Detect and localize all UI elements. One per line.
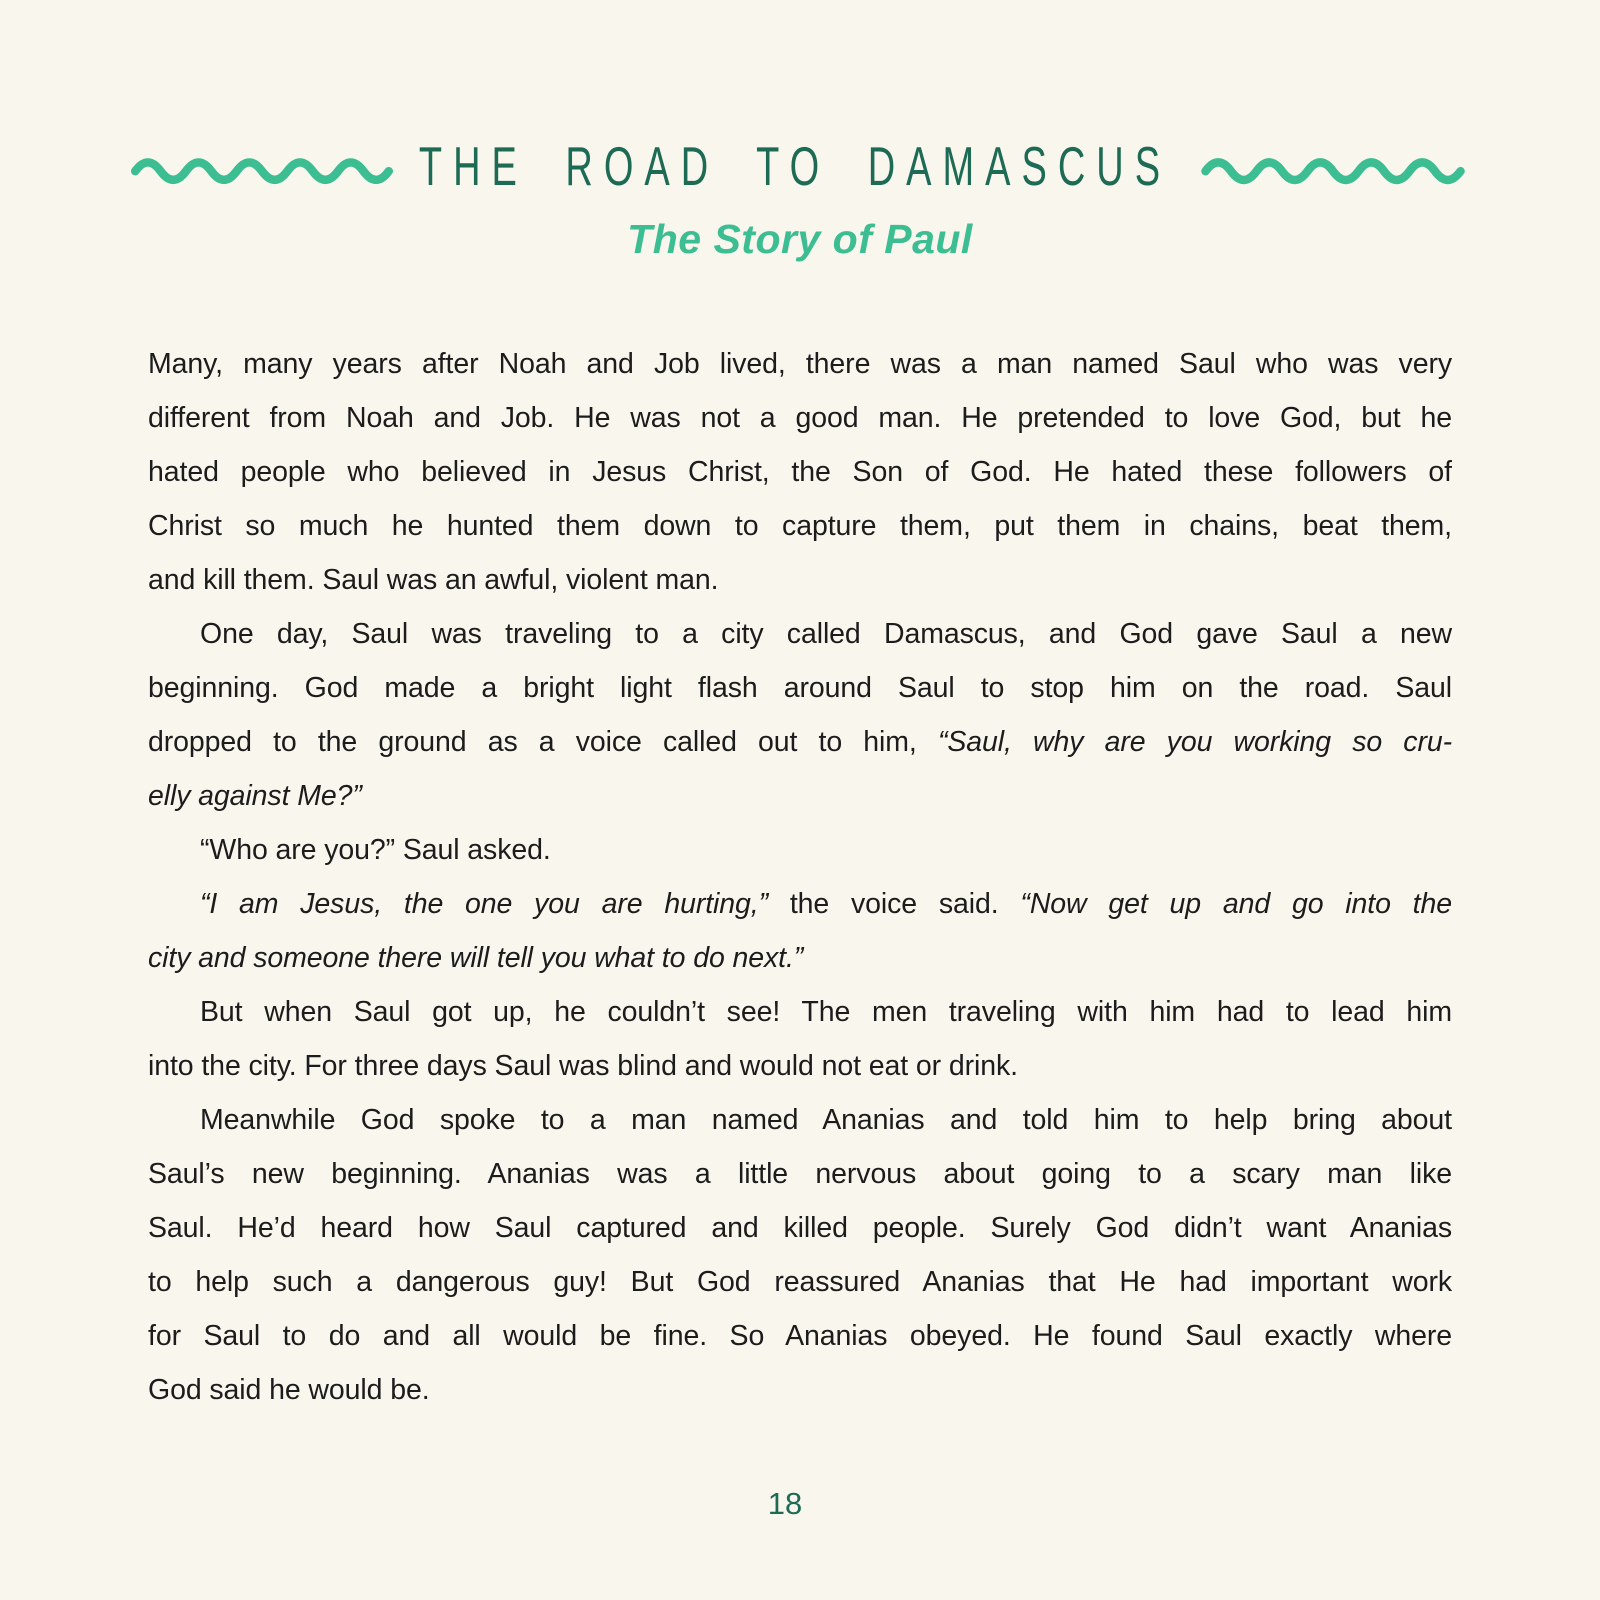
text-line <box>148 1039 1452 1093</box>
narrative-text: for Saul to do and all would be fine. So Ananias obeyed. He found Saul exactly where <box>148 1320 1452 1352</box>
narrative-text: to help such a dangerous guy! But God reassured Ananias that He had important work <box>148 1266 1452 1298</box>
narrative-text: hated people who believed in Jesus Christ, the Son of God. He hated these followers of <box>148 456 1452 488</box>
narrative-text: Many, many years after Noah and Job lived, there was a man named Saul who was very <box>148 348 1452 380</box>
quote-text: city and someone there will tell you what to do next.” <box>148 942 804 974</box>
narrative-text: beginning. God made a bright light flash around Saul to stop him on the road. Saul <box>148 672 1452 704</box>
narrative-text: Saul. He’d heard how Saul captured and killed people. Surely God didn’t want Ananias <box>148 1212 1452 1244</box>
narrative-text: Saul’s new beginning. Ananias was a little nervous about going to a scary man like <box>148 1158 1452 1190</box>
text-line <box>148 391 1452 445</box>
body-text <box>148 337 1452 1417</box>
wavy-squiggle-left-icon <box>131 151 393 185</box>
text-line <box>148 553 1452 607</box>
narrative-text: into the city. For three days Saul was blind and would not eat or drink. <box>148 1050 1018 1082</box>
text-line <box>148 823 1452 877</box>
wavy-squiggle-right-icon <box>1197 151 1469 185</box>
text-line <box>148 337 1452 391</box>
chapter-title: THE ROAD TO DAMASCUS <box>418 136 1172 198</box>
narrative-text: Meanwhile God spoke to a man named Ananias and told him to help bring about <box>200 1104 1452 1136</box>
text-line <box>148 1093 1452 1147</box>
text-line <box>148 1309 1452 1363</box>
text-line <box>148 769 1452 823</box>
text-line <box>148 607 1452 661</box>
text-line <box>148 1255 1452 1309</box>
quote-text: “Saul, why are you working so cru- <box>937 726 1452 758</box>
text-line <box>148 445 1452 499</box>
text-line <box>148 877 1452 931</box>
text-line <box>148 715 1452 769</box>
narrative-text: Christ so much he hunted them down to capture them, put them in chains, beat them, <box>148 510 1452 542</box>
text-line <box>148 661 1452 715</box>
narrative-text: dropped to the ground as a voice called out to him, <box>148 726 938 758</box>
narrative-text: the voice said. <box>789 888 1021 920</box>
text-line <box>148 1201 1452 1255</box>
text-line <box>148 1363 1452 1417</box>
narrative-text: “Who are you?” Saul asked. <box>200 834 551 866</box>
chapter-subtitle: The Story of Paul <box>627 216 973 262</box>
quote-text: elly against Me?” <box>148 780 362 812</box>
text-line <box>148 499 1452 553</box>
text-line <box>148 1147 1452 1201</box>
quote-text: “I am Jesus, the one you are hurting,” <box>200 888 790 920</box>
quote-text: “Now get up and go into the <box>1020 888 1452 920</box>
page-number: 18 <box>767 1486 803 1521</box>
narrative-text: and kill them. Saul was an awful, violent man. <box>148 564 719 596</box>
narrative-text: But when Saul got up, he couldn’t see! The men traveling with him had to lead him <box>200 996 1452 1028</box>
text-line <box>148 931 1452 985</box>
narrative-text: different from Noah and Job. He was not a good man. He pretended to love God, but he <box>148 402 1452 434</box>
narrative-text: One day, Saul was traveling to a city called Damascus, and God gave Saul a new <box>200 618 1452 650</box>
text-line <box>148 985 1452 1039</box>
narrative-text: God said he would be. <box>148 1374 430 1406</box>
chapter-header <box>0 138 1600 198</box>
